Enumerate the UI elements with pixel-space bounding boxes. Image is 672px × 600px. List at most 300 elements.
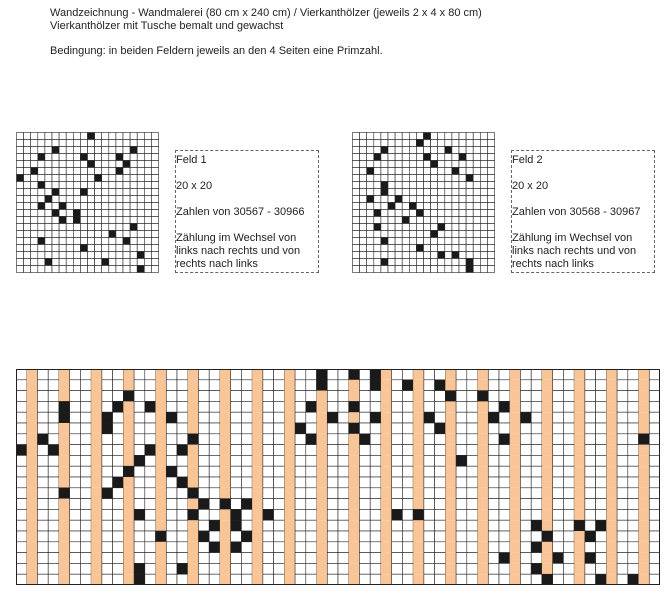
field-1-cell [144,168,151,175]
wall-cell [435,369,446,380]
wall-stick-cell [123,412,134,423]
field-2-cell [487,140,494,147]
wall-stick-cell [574,531,585,542]
wall-cell [563,542,574,553]
field-1-cell [80,252,87,259]
wall-filled-cell [220,499,231,510]
field-2-cell [374,238,381,245]
field-1-cell [109,252,116,259]
field-1-cell [123,154,130,161]
wall-cell [424,380,435,391]
wall-cell [359,531,370,542]
field-2-cell [388,147,395,154]
field-1-cell [45,189,52,196]
field-2-cell [466,189,473,196]
field-1-cell [123,182,130,189]
field-2-desc-1: Zählung im Wechsel von [512,232,633,244]
wall-cell [499,466,510,477]
field-2-cell [487,154,494,161]
wall-cell [456,542,467,553]
wall-cell [209,477,220,488]
field-1-cell [31,231,38,238]
field-1-filled-cell [73,210,80,217]
wall-cell [16,542,27,553]
wall-cell [563,553,574,564]
wall-cell [563,412,574,423]
wall-cell [209,553,220,564]
wall-cell [102,401,113,412]
field-1-cell [137,147,144,154]
wall-cell [531,499,542,510]
wall-cell [392,455,403,466]
wall-cell [617,401,628,412]
field-2-filled-cell [416,245,423,252]
wall-cell [295,477,306,488]
field-2-cell [445,266,452,273]
field-1-cell [73,224,80,231]
wall-cell [102,445,113,456]
field-1-cell [24,133,31,140]
wall-filled-cell [16,445,27,456]
field-2-cell [409,266,416,273]
wall-cell [596,445,607,456]
wall-cell [467,520,478,531]
field-1-cell [95,266,102,273]
wall-stick-cell [445,369,456,380]
wall-cell [617,477,628,488]
wall-cell [520,553,531,564]
wall-cell [338,391,349,402]
wall-filled-cell [166,412,177,423]
wall-cell [617,574,628,585]
field-1-cell [88,154,95,161]
wall-stick-cell [91,563,102,574]
wall-cell [177,542,188,553]
wall-cell [241,380,252,391]
wall-cell [37,401,48,412]
wall-stick-cell [510,455,521,466]
wall-cell [488,574,499,585]
field-1-cell [123,210,130,217]
wall-cell [134,531,145,542]
wall-stick-cell [349,466,360,477]
field-2-cell [388,224,395,231]
wall-stick-cell [59,542,70,553]
wall-cell [241,542,252,553]
field-2-cell [388,175,395,182]
wall-cell [596,455,607,466]
field-2-cell [452,217,459,224]
wall-cell [456,445,467,456]
field-2-cell [381,161,388,168]
wall-filled-cell [231,520,242,531]
wall-cell [263,401,274,412]
field-1-cell [102,182,109,189]
field-1-cell [102,147,109,154]
wall-stick-cell [156,380,167,391]
field-1-cell [52,266,59,273]
wall-cell [488,466,499,477]
field-2-cell [353,175,360,182]
wall-cell [166,488,177,499]
wall-stick-cell [284,380,295,391]
wall-stick-cell [156,553,167,564]
field-1-cell [123,266,130,273]
field-1-cell [102,252,109,259]
wall-cell [499,488,510,499]
wall-cell [80,445,91,456]
wall-stick-cell [606,499,617,510]
field-1-cell [17,259,24,266]
wall-cell [37,574,48,585]
field-1-cell [45,217,52,224]
field-2-cell [424,189,431,196]
wall-cell [209,445,220,456]
wall-stick-cell [91,445,102,456]
wall-stick-cell [639,445,650,456]
field-2-cell [395,154,402,161]
field-1-cell [88,196,95,203]
field-1-cell [59,133,66,140]
wall-cell [16,466,27,477]
wall-cell [338,542,349,553]
field-1-cell [31,133,38,140]
field-2-filled-cell [424,133,431,140]
wall-stick-cell [478,434,489,445]
wall-drawing-grid [16,369,660,585]
field-2-cell [381,168,388,175]
wall-stick-cell [220,445,231,456]
wall-cell [177,455,188,466]
wall-stick-cell [91,455,102,466]
field-1-cell [52,231,59,238]
wall-filled-cell [392,509,403,520]
wall-cell [520,499,531,510]
wall-cell [48,563,59,574]
field-1-cell [24,161,31,168]
field-2-filled-cell [367,196,374,203]
wall-cell [553,466,564,477]
wall-stick-cell [91,401,102,412]
wall-stick-cell [220,434,231,445]
wall-stick-cell [510,542,521,553]
wall-stick-cell [510,563,521,574]
wall-filled-cell [188,509,199,520]
wall-cell [177,369,188,380]
field-1-cell [130,196,137,203]
wall-filled-cell [231,542,242,553]
wall-cell [488,477,499,488]
wall-cell [467,369,478,380]
field-1-cell [80,161,87,168]
wall-cell [37,520,48,531]
wall-stick-cell [542,401,553,412]
wall-stick-cell [349,477,360,488]
field-1-cell [137,245,144,252]
field-1-cell [123,168,130,175]
field-1-cell [130,266,137,273]
wall-cell [177,574,188,585]
field-1-cell [144,189,151,196]
wall-cell [241,488,252,499]
wall-stick-cell [413,553,424,564]
wall-stick-cell [478,553,489,564]
wall-stick-cell [349,520,360,531]
field-2-cell [367,182,374,189]
wall-stick-cell [59,477,70,488]
field-2-cell [459,266,466,273]
field-1-cell [24,217,31,224]
field-2-cell [445,217,452,224]
field-2-cell [473,231,480,238]
wall-cell [359,455,370,466]
field-2-cell [473,140,480,147]
wall-cell [166,553,177,564]
wall-cell [306,542,317,553]
wall-stick-cell [27,423,38,434]
wall-stick-cell [252,401,263,412]
wall-cell [402,553,413,564]
field-2-cell [480,140,487,147]
wall-cell [295,531,306,542]
field-1-cell [144,224,151,231]
wall-cell [16,369,27,380]
wall-stick-cell [317,412,328,423]
wall-stick-cell [381,542,392,553]
wall-filled-cell [177,445,188,456]
wall-cell [359,553,370,564]
field-2-cell [424,266,431,273]
wall-stick-cell [188,455,199,466]
wall-stick-cell [284,509,295,520]
wall-stick-cell [445,455,456,466]
wall-stick-cell [478,542,489,553]
field-2-cell [360,140,367,147]
field-2-cell [374,252,381,259]
wall-cell [166,531,177,542]
wall-stick-cell [220,455,231,466]
wall-filled-cell [231,509,242,520]
wall-cell [499,563,510,574]
wall-cell [327,466,338,477]
field-1-cell [24,175,31,182]
field-1-cell [17,161,24,168]
field-1-cell [38,133,45,140]
wall-stick-cell [574,423,585,434]
wall-cell [145,466,156,477]
wall-cell [585,380,596,391]
wall-cell [338,531,349,542]
wall-cell [263,477,274,488]
field-2-cell [367,231,374,238]
wall-cell [145,423,156,434]
wall-cell [499,542,510,553]
field-2-cell [473,154,480,161]
wall-stick-cell [413,499,424,510]
wall-cell [435,574,446,585]
wall-stick-cell [156,509,167,520]
wall-cell [134,401,145,412]
wall-cell [145,574,156,585]
wall-cell [435,553,446,564]
field-1-cell [73,196,80,203]
wall-stick-cell [413,445,424,456]
wall-cell [628,380,639,391]
wall-cell [263,531,274,542]
wall-cell [456,477,467,488]
field-2-cell [388,252,395,259]
wall-cell [649,434,660,445]
wall-cell [424,455,435,466]
field-2-cell [416,182,423,189]
wall-cell [424,499,435,510]
wall-cell [596,466,607,477]
wall-cell [338,488,349,499]
wall-cell [338,509,349,520]
wall-cell [467,477,478,488]
field-1-cell [59,161,66,168]
wall-stick-cell [27,553,38,564]
wall-cell [327,455,338,466]
field-1-cell [88,147,95,154]
wall-cell [134,369,145,380]
field-1-cell [31,266,38,273]
field-1-filled-cell [137,266,144,273]
field-2-cell [445,238,452,245]
field-1-cell [123,245,130,252]
wall-cell [231,445,242,456]
wall-filled-cell [113,477,124,488]
field-1-cell [123,196,130,203]
field-2-cell [424,231,431,238]
field-2-cell [431,266,438,273]
field-2-cell [402,224,409,231]
wall-cell [563,520,574,531]
wall-cell [16,412,27,423]
field-2-filled-cell [381,238,388,245]
wall-stick-cell [284,477,295,488]
wall-stick-cell [413,380,424,391]
field-2-cell [409,259,416,266]
wall-cell [596,412,607,423]
wall-cell [198,369,209,380]
wall-cell [198,401,209,412]
wall-cell [306,520,317,531]
field-2-cell [409,147,416,154]
wall-cell [295,445,306,456]
wall-stick-cell [27,445,38,456]
field-2-cell [409,245,416,252]
wall-stick-cell [510,445,521,456]
wall-cell [435,445,446,456]
wall-cell [113,423,124,434]
wall-stick-cell [252,445,263,456]
wall-stick-cell [123,553,134,564]
field-2-cell [438,147,445,154]
wall-cell [113,509,124,520]
field-2-size: 20 x 20 [512,180,549,192]
wall-cell [198,455,209,466]
field-2-cell [367,224,374,231]
field-2-cell [416,224,423,231]
wall-stick-cell [220,466,231,477]
wall-cell [145,455,156,466]
wall-cell [435,531,446,542]
wall-cell [520,466,531,477]
wall-cell [113,520,124,531]
field-2-cell [395,182,402,189]
wall-stick-cell [606,488,617,499]
field-2-cell [480,168,487,175]
field-2-cell [416,133,423,140]
field-1-cell [95,161,102,168]
wall-stick-cell [381,423,392,434]
field-1-cell [80,147,87,154]
field-1-cell [95,238,102,245]
wall-cell [359,499,370,510]
wall-cell [596,542,607,553]
wall-cell [628,499,639,510]
wall-cell [295,369,306,380]
field-1-cell [38,259,45,266]
wall-stick-cell [123,509,134,520]
wall-stick-cell [156,542,167,553]
field-2-cell [487,245,494,252]
field-2-cell [424,217,431,224]
wall-stick-cell [27,574,38,585]
wall-stick-cell [381,563,392,574]
field-2-cell [424,210,431,217]
field-1-cell [80,217,87,224]
field-1-cell [95,168,102,175]
field-2-cell [487,231,494,238]
wall-cell [80,574,91,585]
field-2-cell [473,196,480,203]
field-2-cell [388,140,395,147]
field-1-cell [66,147,73,154]
wall-cell [392,488,403,499]
wall-cell [520,542,531,553]
field-1-cell [73,238,80,245]
wall-filled-cell [59,401,70,412]
field-2-cell [431,196,438,203]
field-1-cell [137,175,144,182]
field-2-filled-cell [374,154,381,161]
wall-cell [134,499,145,510]
field-1-cell [24,238,31,245]
wall-cell [241,466,252,477]
wall-cell [649,477,660,488]
field-1-cell [17,224,24,231]
wall-cell [617,380,628,391]
wall-cell [392,520,403,531]
wall-cell [563,455,574,466]
wall-cell [553,563,564,574]
wall-cell [80,401,91,412]
wall-cell [488,542,499,553]
field-2-cell [388,266,395,273]
field-1-cell [109,161,116,168]
wall-stick-cell [639,563,650,574]
field-2-cell [445,231,452,238]
field-2-cell [402,140,409,147]
field-2-cell [353,252,360,259]
wall-filled-cell [542,574,553,585]
field-2-cell [424,168,431,175]
field-1-cell [109,196,116,203]
field-1-cell [130,133,137,140]
wall-stick-cell [156,466,167,477]
